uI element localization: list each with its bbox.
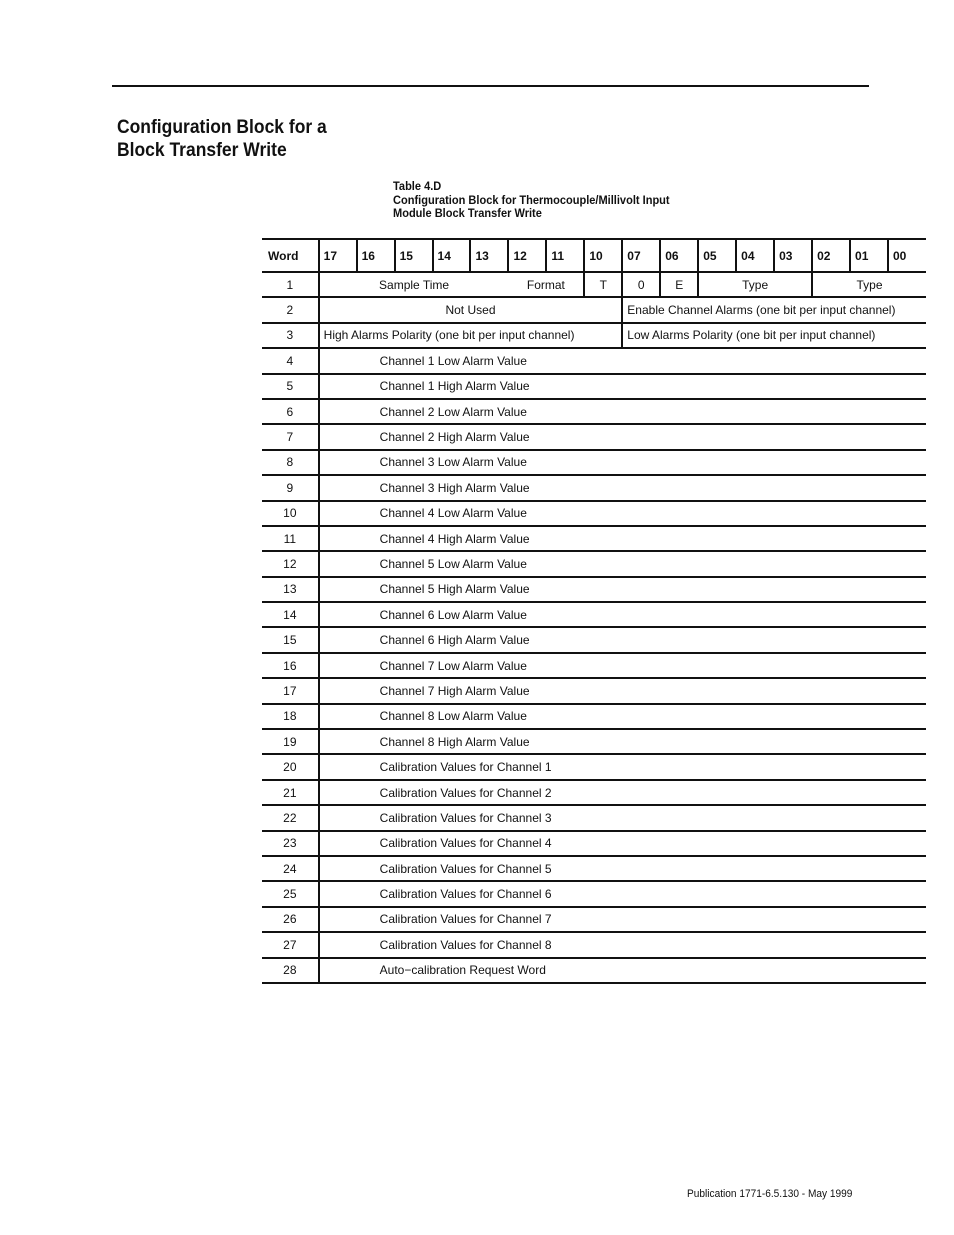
word-number: 1: [262, 272, 319, 297]
bit-header: 00: [888, 239, 926, 272]
format-field: Format: [508, 272, 584, 297]
table-row: [262, 577, 926, 602]
word-number: 2: [262, 297, 319, 322]
bit-header: 10: [584, 239, 622, 272]
word-number: 7: [262, 424, 319, 449]
bit-header: 02: [812, 239, 850, 272]
word-number: 4: [262, 348, 319, 373]
table-row: [262, 551, 926, 576]
word-description: Channel 8 High Alarm Value: [319, 729, 926, 754]
table-row: [262, 907, 926, 932]
word-description: Calibration Values for Channel 6: [319, 881, 926, 906]
bit-header: 13: [470, 239, 508, 272]
word-description: Calibration Values for Channel 7: [319, 907, 926, 932]
word-number: 20: [262, 754, 319, 779]
word-column-header: Word: [262, 239, 319, 272]
table-row: [262, 475, 926, 500]
word-description: Calibration Values for Channel 1: [319, 754, 926, 779]
bit-header: 11: [546, 239, 584, 272]
table-row: [262, 602, 926, 627]
word-number: 18: [262, 704, 319, 729]
word-description: Channel 7 High Alarm Value: [319, 678, 926, 703]
word-number: 13: [262, 577, 319, 602]
word-description: Channel 6 High Alarm Value: [319, 627, 926, 652]
table-title-line1: Configuration Block for Thermocouple/Millivolt Input: [393, 192, 670, 207]
word-number: 26: [262, 907, 319, 932]
table-row: [262, 450, 926, 475]
word-description: Auto−calibration Request Word: [319, 958, 926, 983]
table-row-word-1: [262, 272, 926, 297]
word-description: Calibration Values for Channel 2: [319, 780, 926, 805]
table-row: [262, 805, 926, 830]
type-field-a: Type: [698, 272, 812, 297]
table-row: [262, 348, 926, 373]
table-row: [262, 374, 926, 399]
word-number: 19: [262, 729, 319, 754]
table-row: [262, 958, 926, 983]
word-number: 28: [262, 958, 319, 983]
word-description: Channel 5 Low Alarm Value: [319, 551, 926, 576]
word-number: 15: [262, 627, 319, 652]
table-row: [262, 526, 926, 551]
word-number: 24: [262, 856, 319, 881]
not-used-field: Not Used: [319, 297, 623, 322]
table-row: [262, 780, 926, 805]
word-number: 11: [262, 526, 319, 551]
word-number: 23: [262, 831, 319, 856]
table-row-word-3: [262, 323, 926, 348]
word-description: Calibration Values for Channel 4: [319, 831, 926, 856]
table-row: [262, 729, 926, 754]
table-row: [262, 653, 926, 678]
low-alarms-polarity-field: Low Alarms Polarity (one bit per input channel): [622, 323, 926, 348]
word-number: 21: [262, 780, 319, 805]
word-number: 8: [262, 450, 319, 475]
table-row: [262, 881, 926, 906]
word-number: 5: [262, 374, 319, 399]
table-row: [262, 399, 926, 424]
table-row: [262, 704, 926, 729]
e-field: E: [660, 272, 698, 297]
bit-header: 14: [433, 239, 471, 272]
word-number: 16: [262, 653, 319, 678]
header-row: [262, 239, 926, 272]
table-row: [262, 856, 926, 881]
table-row: [262, 424, 926, 449]
section-title: [117, 116, 393, 162]
word-description: Calibration Values for Channel 8: [319, 932, 926, 957]
word-number: 6: [262, 399, 319, 424]
word-description: Channel 4 High Alarm Value: [319, 526, 926, 551]
word-description: Channel 7 Low Alarm Value: [319, 653, 926, 678]
table-row: [262, 627, 926, 652]
word-description: Channel 8 Low Alarm Value: [319, 704, 926, 729]
word-description: Calibration Values for Channel 5: [319, 856, 926, 881]
bit-header: 04: [736, 239, 774, 272]
sample-time-field: Sample Time: [319, 272, 509, 297]
word-number: 22: [262, 805, 319, 830]
word-description: Channel 1 High Alarm Value: [319, 374, 926, 399]
section-title-line2: Block Transfer Write: [117, 140, 287, 161]
word-description: Channel 4 Low Alarm Value: [319, 501, 926, 526]
word-description: Channel 1 Low Alarm Value: [319, 348, 926, 373]
word-number: 27: [262, 932, 319, 957]
word-number: 9: [262, 475, 319, 500]
high-alarms-polarity-field: High Alarms Polarity (one bit per input channel): [319, 323, 623, 348]
word-description: Channel 2 Low Alarm Value: [319, 399, 926, 424]
word-description: Calibration Values for Channel 3: [319, 805, 926, 830]
word-number: 3: [262, 323, 319, 348]
table-row: [262, 754, 926, 779]
word-description: Channel 5 High Alarm Value: [319, 577, 926, 602]
word-number: 25: [262, 881, 319, 906]
table-caption: [393, 180, 724, 221]
table-row: [262, 831, 926, 856]
zero-field: 0: [622, 272, 660, 297]
type-field-b: Type: [812, 272, 926, 297]
word-number: 12: [262, 551, 319, 576]
bit-header: 01: [850, 239, 888, 272]
table-row: [262, 501, 926, 526]
word-description: Channel 3 High Alarm Value: [319, 475, 926, 500]
t-field: T: [584, 272, 622, 297]
bit-header: 07: [622, 239, 660, 272]
bit-header: 12: [508, 239, 546, 272]
table-row-word-2: [262, 297, 926, 322]
section-title-line1: Configuration Block for a: [117, 117, 327, 138]
publication-footer: Publication 1771-6.5.130 - May 1999: [687, 1188, 853, 1200]
table-number: Table 4.D: [393, 179, 442, 193]
bit-header: 17: [319, 239, 357, 272]
top-rule: [112, 85, 869, 87]
word-number: 17: [262, 678, 319, 703]
enable-channel-alarms-field: Enable Channel Alarms (one bit per input channel): [622, 297, 926, 322]
word-number: 14: [262, 602, 319, 627]
word-number: 10: [262, 501, 319, 526]
word-description: Channel 6 Low Alarm Value: [319, 602, 926, 627]
bit-header: 16: [357, 239, 395, 272]
word-description: Channel 2 High Alarm Value: [319, 424, 926, 449]
bit-header: 06: [660, 239, 698, 272]
bit-header: 15: [395, 239, 433, 272]
bit-header: 03: [774, 239, 812, 272]
word-description: Channel 3 Low Alarm Value: [319, 450, 926, 475]
table-row: [262, 678, 926, 703]
table-title-line2: Module Block Transfer Write: [393, 206, 542, 220]
bit-header: 05: [698, 239, 736, 272]
table-row: [262, 932, 926, 957]
configuration-table: [262, 238, 926, 984]
